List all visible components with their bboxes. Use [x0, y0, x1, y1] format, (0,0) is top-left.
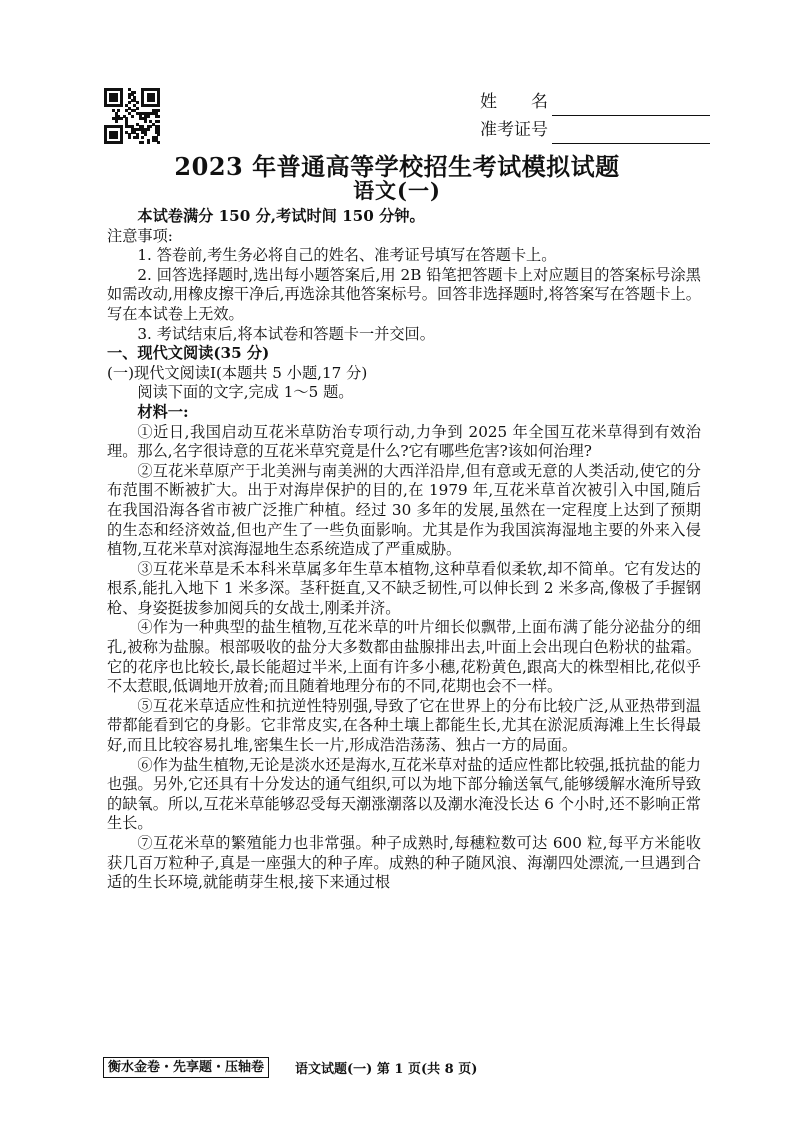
paragraph: ⑥作为盐生植物,无论是淡水还是海水,互花米草对盐的适应性都比较强,抵抗盐的能力也强。另外,它还具有十分发达的通气组织,可以为地下部分输送氧气,能够缓解水淹所导致的缺氧。所以,互花米草能够忍受每天潮涨潮落以及潮水淹没长达 6 个小时,还不影响正常生长。 [107, 755, 701, 833]
paragraph: ①近日,我国启动互花米草防治专项行动,力争到 2025 年全国互花米草得到有效治理。那么,名字很诗意的互花米草究竟是什么?它有哪些危害?该如何治理? [107, 422, 701, 461]
exam-title: 2023 年普通高等学校招生考试模拟试题 [174, 152, 620, 181]
notice-item: 2. 回答选择题时,选出每小题答案后,用 2B 铅笔把答题卡上对应题目的答案标号涂黑 如需改动,用橡皮擦干净后,再选涂其他答案标号。回答非选择题时,将答案写在答题卡上。写在本试卷上无效。 [107, 265, 717, 323]
exam-id-field[interactable] [480, 116, 710, 144]
series-badge: 衡水金卷・先享题・压轴卷 [103, 1057, 269, 1078]
paragraph: ②互花米草原产于北美洲与南美洲的大西洋沿岸,但有意或无意的人类活动,使它的分布范围不断被扩大。出于对海岸保护的目的,在 1979 年,互花米草首次被引入中国,随后在我国沿海各省市被广泛推广种植。经过 30 多年的发展,虽然在一定程度上达到了预期的生态和经济效益,但也产生了一些负面影响。尤其是作为我国滨海湿地主要的外来入侵植物,互花米草对滨海湿地生态系统造成了严重威胁。 [107, 461, 701, 559]
subsection-title: (一)现代文阅读Ⅰ(本题共 5 小题,17 分) [107, 363, 368, 382]
material-label: 材料一: [137, 402, 189, 421]
name-field[interactable] [480, 88, 710, 116]
page-footer [103, 1056, 703, 1078]
name-label: 姓 名 [480, 92, 548, 112]
qr-code [104, 88, 160, 144]
exam-id-blank-line [552, 125, 710, 144]
paragraph: ⑦互花米草的繁殖能力也非常强。种子成熟时,每穗粒数可达 600 粒,每平方米能收获几百万粒种子,真是一座强大的种子库。成熟的种子随风浪、海潮四处漂流,一旦遇到合适的生长环境,就能萌芽生根,接下来通过根 [107, 834, 701, 892]
exam-id-label: 准考证号 [480, 120, 548, 140]
notice-item: 1. 答卷前,考生务必将自己的姓名、准考证号填写在答题卡上。 [137, 246, 557, 265]
name-blank-line [552, 97, 710, 116]
page-info: 语文试题(一) 第 1 页(共 8 页) [295, 1061, 478, 1077]
reading-instruction: 阅读下面的文字,完成 1～5 题。 [137, 383, 354, 402]
exam-subtitle: 语文(一) [353, 178, 441, 203]
paragraph: ③互花米草是禾本科米草属多年生草本植物,这种草看似柔软,却不简单。它有发达的根系,能扎入地下 1 米多深。茎秆挺直,又不缺乏韧性,可以伸长到 2 米多高,像极了手握钢枪、身姿挺拔参加阅兵的女战士,刚柔并济。 [107, 559, 701, 617]
paragraph: ④作为一种典型的盐生植物,互花米草的叶片细长似飘带,上面布满了能分泌盐分的细孔,被称为盐腺。根部吸收的盐分大多数都由盐腺排出去,叶面上会出现白色粉状的盐霜。它的花序也比较长,最长能超过半米,上面有许多小穗,花粉黄色,跟高大的株型相比,花似乎不太惹眼,低调地开放着;而且随着地理分布的不同,花期也会不一样。 [107, 618, 701, 696]
exam-info: 本试卷满分 150 分,考试时间 150 分钟。 [137, 207, 425, 225]
notice-heading: 注意事项: [107, 226, 173, 245]
exam-body [107, 207, 717, 893]
section-title: 一、现代文阅读(35 分) [107, 344, 270, 363]
notice-item: 3. 考试结束后,将本试卷和答题卡一并交回。 [137, 324, 435, 343]
candidate-info-fields [480, 88, 710, 144]
paragraph: ⑤互花米草适应性和抗逆性特别强,导致了它在世界上的分布比较广泛,从亚热带到温带都能看到它的身影。它非常皮实,在各种土壤上都能生长,尤其在淤泥质海滩上生长得最好,而且比较容易扎堆,密集生长一片,形成浩浩荡荡、独占一方的局面。 [107, 696, 701, 755]
